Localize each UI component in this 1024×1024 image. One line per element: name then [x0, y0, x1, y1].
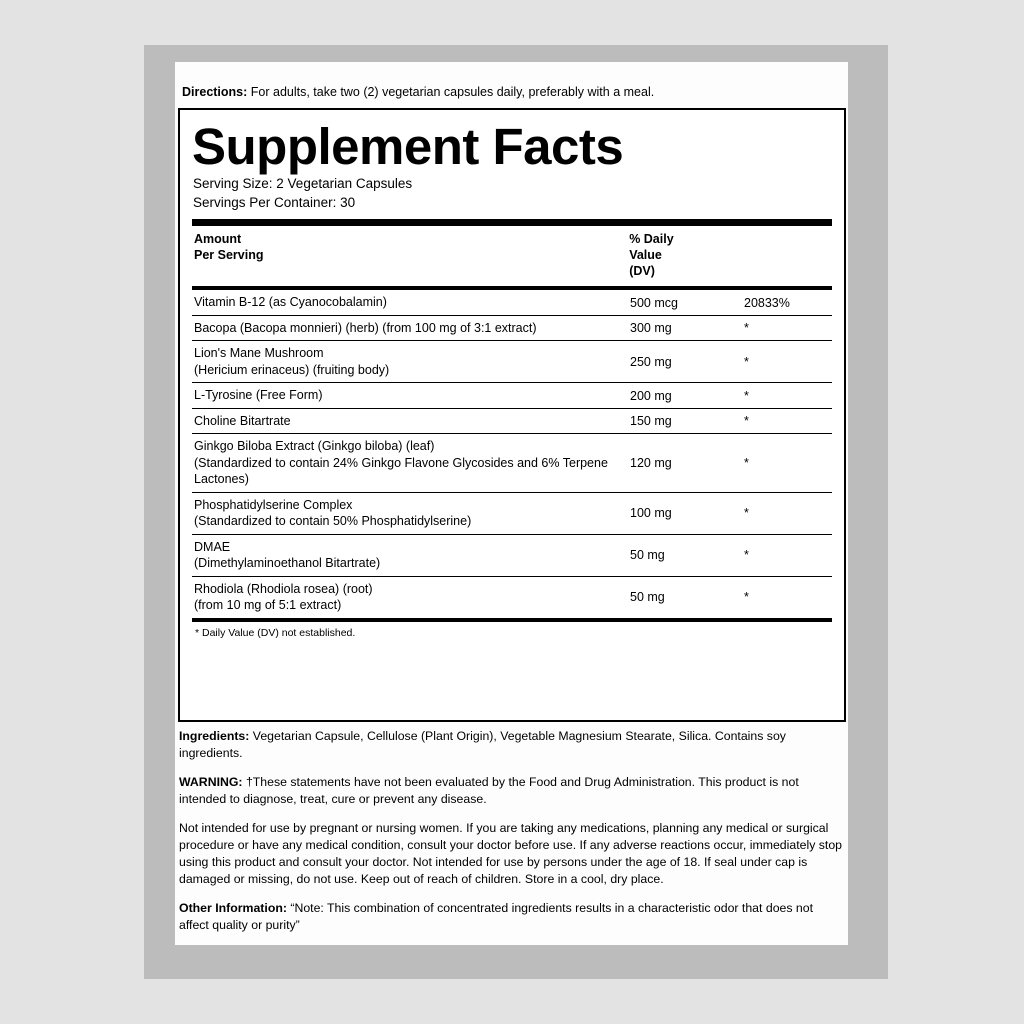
divider-med-bottom	[192, 618, 832, 622]
ingredient-dv: *	[744, 548, 749, 563]
ingredient-name-line1: Vitamin B-12 (as Cyanocobalamin)	[194, 295, 387, 310]
ingredient-name-line3: Lactones)	[194, 472, 249, 487]
ingredient-dv: 20833%	[744, 295, 790, 310]
divider-thick-top	[192, 219, 832, 226]
facts-header-row	[192, 226, 832, 287]
facts-table-head	[192, 226, 832, 287]
ingredient-amount: 200 mg	[630, 388, 672, 403]
ingredient-amount: 300 mg	[630, 321, 672, 336]
directions-line	[178, 78, 848, 111]
warning-label: WARNING:	[179, 774, 243, 789]
ingredient-amount: 250 mg	[630, 354, 672, 369]
ingredient-name	[192, 290, 628, 315]
directions-text: For adults, take two (2) vegetarian capsules daily, preferably with a meal.	[247, 85, 655, 99]
warning-paragraph	[179, 774, 844, 808]
ingredient-dv: *	[744, 590, 749, 605]
table-row	[192, 434, 832, 493]
amount-per-serving-header	[192, 226, 627, 287]
table-row	[192, 534, 832, 576]
table-row	[192, 341, 832, 383]
ingredient-name-line1: Choline Bitartrate	[194, 413, 291, 428]
ingredients-text: Vegetarian Capsule, Cellulose (Plant Origin), Vegetable Magnesium Stearate, Silica. Contains soy ingredients.	[179, 729, 786, 760]
ingredient-dv: *	[744, 414, 749, 429]
supplement-facts-panel	[178, 108, 846, 722]
ingredient-name	[192, 434, 628, 493]
ingredient-name-line2: (Hericium erinaceus) (fruiting body)	[194, 362, 390, 377]
servings-per-container: Servings Per Container: 30	[193, 195, 356, 211]
ingredient-dv: *	[744, 321, 749, 336]
directions-label: Directions:	[182, 85, 248, 99]
ingredient-name	[192, 492, 628, 534]
ingredient-rows-table	[192, 290, 832, 618]
ingredient-dv: *	[744, 456, 749, 471]
table-row	[192, 383, 832, 409]
ingredient-amount: 120 mg	[630, 456, 672, 471]
ingredient-name-line2: (Standardized to contain 50% Phosphatidylserine)	[194, 514, 472, 529]
ingredient-name-line1: Rhodiola (Rhodiola rosea) (root)	[194, 581, 373, 596]
ingredient-name-line1: Bacopa (Bacopa monnieri) (herb) (from 100 mg of 3:1 extract)	[194, 320, 537, 335]
ingredient-dv: *	[744, 388, 749, 403]
ingredient-name-line2: (Dimethylaminoethanol Bitartrate)	[194, 556, 381, 571]
ingredient-name	[192, 576, 628, 618]
ingredient-dv: *	[744, 506, 749, 521]
daily-value-header	[627, 226, 832, 287]
ingredient-name-line1: DMAE	[194, 539, 231, 554]
daily-value-footnote: * Daily Value (DV) not established.	[195, 626, 356, 639]
ingredient-name-line2: (from 10 mg of 5:1 extract)	[194, 598, 342, 613]
ingredient-name	[192, 341, 628, 383]
ingredient-name-line2: (Standardized to contain 24% Ginkgo Flavone Glycosides and 6% Terpene	[194, 455, 608, 470]
warning-text: †These statements have not been evaluated by the Food and Drug Administration. This product is not intended to diagnose, treat, cure or prevent any disease.	[179, 774, 799, 806]
other-information-label: Other Information:	[179, 900, 287, 915]
table-row	[192, 290, 832, 315]
table-row	[192, 408, 832, 434]
ingredient-name	[192, 383, 628, 409]
table-row	[192, 576, 832, 618]
dv-header-line2: Value	[629, 247, 662, 262]
ingredient-name-line1: L-Tyrosine (Free Form)	[194, 388, 323, 403]
serving-size: Serving Size: 2 Vegetarian Capsules	[193, 175, 413, 191]
ingredient-name-line1: Phosphatidylserine Complex	[194, 497, 353, 512]
other-information-text: “Note: This combination of concentrated ingredients results in a characteristic odor that does not affect quality or purity”	[179, 900, 814, 932]
cautions-paragraph: Not intended for use by pregnant or nursing women. If you are taking any medications, planning any medical or surgical procedure or have any medical condition, consult your doctor before use. If any adverse reactions occur, immediately stop using this product and consult your doctor. Not intended for use by persons under the age of 18. If seal under cap is damaged or missing, do not use. Keep out of reach of children. Store in a cool, dry place.	[179, 820, 843, 886]
other-information-paragraph	[179, 900, 844, 934]
amount-header-line2: Per Serving	[194, 247, 264, 262]
ingredient-amount: 100 mg	[630, 506, 672, 521]
ingredient-name	[192, 315, 628, 341]
supplement-facts-title: Supplement Facts	[192, 118, 624, 175]
supplement-facts-table	[192, 226, 832, 287]
dv-header-line1: % Daily	[629, 231, 674, 246]
table-row	[192, 315, 832, 341]
dv-header-line3: (DV)	[629, 264, 655, 279]
label-bottom-text	[176, 728, 848, 946]
ingredient-name-line1: Lion's Mane Mushroom	[194, 346, 324, 361]
ingredient-amount: 50 mg	[630, 548, 665, 563]
ingredient-amount: 150 mg	[630, 414, 672, 429]
ingredient-name-line1: Ginkgo Biloba Extract (Ginkgo biloba) (leaf)	[194, 439, 435, 454]
ingredient-rows	[192, 290, 832, 618]
amount-header-line1: Amount	[194, 231, 242, 246]
ingredients-label: Ingredients:	[179, 729, 250, 743]
ingredient-dv: *	[744, 354, 749, 369]
ingredients-paragraph	[179, 728, 844, 762]
ingredient-amount: 500 mcg	[630, 295, 678, 310]
table-row	[192, 492, 832, 534]
ingredient-name	[192, 534, 628, 576]
ingredient-amount: 50 mg	[630, 590, 665, 605]
ingredient-name	[192, 408, 628, 434]
